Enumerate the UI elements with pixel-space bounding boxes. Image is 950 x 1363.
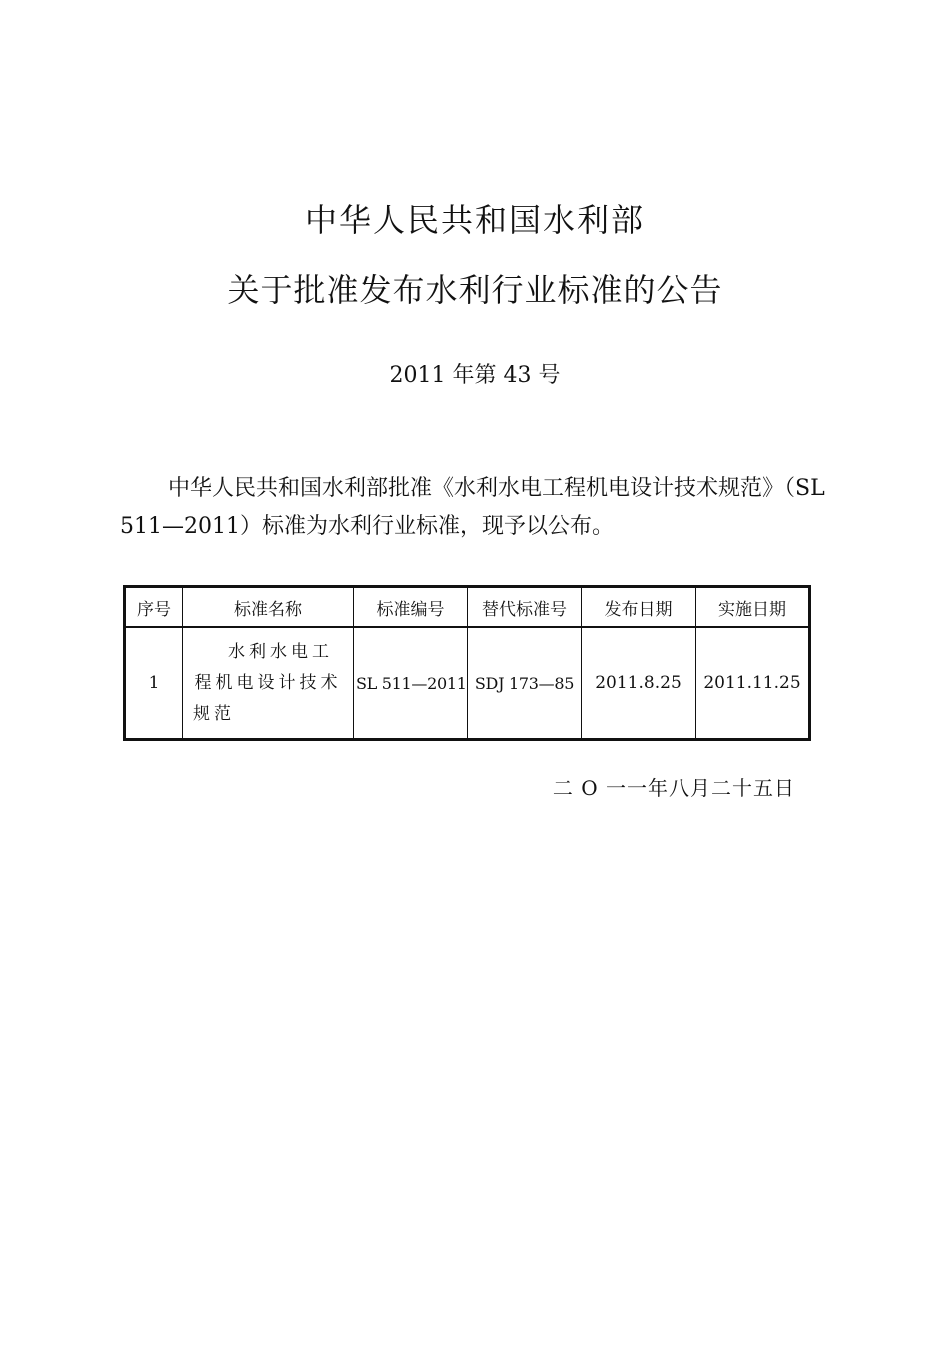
row-effective-date: 2011.11.25 (696, 627, 810, 740)
header-replaces: 替代标准号 (468, 587, 582, 628)
header-name: 标准名称 (183, 587, 354, 628)
header-publish-date: 发布日期 (582, 587, 696, 628)
table-header-row (125, 587, 810, 628)
header-index: 序号 (125, 587, 183, 628)
row-name: 水利水电工程机电设计技术规范 (183, 627, 354, 740)
row-index: 1 (125, 627, 183, 740)
row-replaces: SDJ 173—85 (468, 627, 582, 740)
row-publish-date: 2011.8.25 (582, 627, 696, 740)
header-code: 标准编号 (354, 587, 468, 628)
announcement-body: 中华人民共和国水利部批准《水利水电工程机电设计技术规范》（SL 511—2011）标准为水利行业标准，现予以公布。 (120, 476, 825, 539)
row-code: SL 511—2011 (354, 627, 468, 740)
header-effective-date: 实施日期 (696, 587, 810, 628)
announcement-title: 关于批准发布水利行业标准的公告 (227, 271, 723, 309)
document-number: 2011 年第 43 号 (389, 363, 561, 388)
standards-table (123, 585, 811, 741)
ministry-title: 中华人民共和国水利部 (304, 201, 645, 239)
table-row (125, 627, 810, 740)
signature-date: 二 O 一一年八月二十五日 (552, 776, 795, 800)
